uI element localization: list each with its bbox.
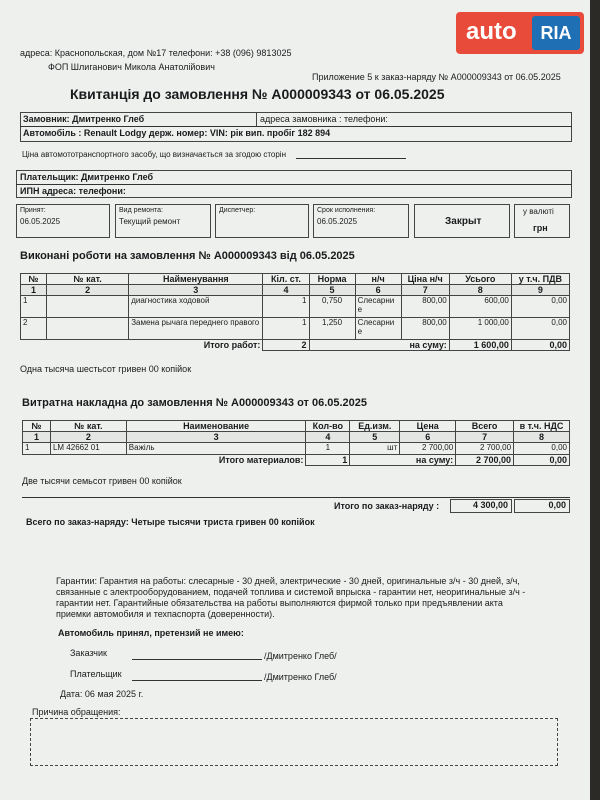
autoria-watermark (456, 12, 584, 54)
grand-total-vat: 0,00 (514, 499, 570, 513)
materials-cell-name: Важіль (126, 443, 306, 455)
works-cell-total: 600,00 (449, 296, 511, 318)
works-num: 4 (263, 285, 309, 296)
appendix-note: Приложение 5 к заказ-наряду № А000009343 от 06.05.2025 (312, 72, 561, 82)
currency-value: грн (533, 223, 548, 233)
works-num: 9 (511, 285, 569, 296)
works-total-row (21, 340, 570, 351)
works-cell-vat: 0,00 (511, 318, 569, 340)
document-date: Дата: 06 мая 2025 г. (60, 689, 144, 699)
works-col-qty: Кіл. ст. (263, 274, 309, 285)
payer-sign-label: Плательщик (70, 669, 122, 679)
payer-inn: ИПН адреса: телефони: (20, 186, 126, 196)
works-num: 8 (449, 285, 511, 296)
materials-header-row (23, 421, 570, 432)
payer-divider (16, 184, 572, 185)
works-cell-qty: 1 (263, 318, 309, 340)
materials-number-row (23, 432, 570, 443)
materials-col-vat: в т.ч. НДС (514, 421, 570, 432)
table-row (23, 443, 570, 455)
repair-type-value: Текущий ремонт (119, 217, 181, 226)
watermark-ria-text: RIA (532, 16, 580, 50)
works-in-words: Одна тысяча шестьсот гривен 00 копійок (20, 364, 192, 374)
payer-name: Плательщик: Дмитренко Глеб (20, 172, 154, 182)
table-row (21, 318, 570, 340)
materials-num: 7 (456, 432, 514, 443)
materials-total-label: Итого материалов: (23, 455, 306, 466)
materials-cell-price: 2 700,00 (400, 443, 456, 455)
status-value: Закрыт (445, 216, 482, 227)
works-total-qty: 2 (263, 340, 309, 351)
grand-total-sum: 4 300,00 (450, 499, 512, 513)
materials-num: 3 (126, 432, 306, 443)
works-num: 2 (47, 285, 129, 296)
status-box (414, 204, 510, 238)
materials-col-name: Наименование (126, 421, 306, 432)
materials-num: 4 (306, 432, 350, 443)
materials-table (22, 420, 570, 466)
materials-num: 2 (50, 432, 126, 443)
materials-cell-total: 2 700,00 (456, 443, 514, 455)
grand-divider (22, 497, 570, 498)
table-row (21, 296, 570, 318)
works-cell-price: 800,00 (401, 296, 449, 318)
works-col-total: Усього (449, 274, 511, 285)
materials-num: 1 (23, 432, 51, 443)
customer-sign-label: Заказчик (70, 648, 107, 658)
works-num: 3 (129, 285, 263, 296)
dispatcher-label: Диспетчер: (219, 207, 256, 214)
works-sum: 1 600,00 (449, 340, 511, 351)
repair-type-box (115, 204, 211, 238)
accepted-label: Принят: (20, 207, 46, 214)
works-cell-total: 1 000,00 (449, 318, 511, 340)
works-cell-qty: 1 (263, 296, 309, 318)
dispatcher-box (215, 204, 309, 238)
materials-total-qty: 1 (306, 455, 350, 466)
works-col-cat: № кат. (47, 274, 129, 285)
works-num: 5 (309, 285, 355, 296)
grand-in-words: Всего по заказ-наряду: Четыре тысячи триста гривен 00 копійок (26, 517, 315, 527)
warranty-line-1: Гарантии: Гарантия на работы: слесарные - 30 дней, электрические - 30 дней, оригинальные з/ч - 30 дней, з/ч, (56, 576, 520, 586)
works-col-nh: н/ч (355, 274, 401, 285)
price-line (296, 158, 406, 159)
deadline-box (313, 204, 409, 238)
works-cell-name: Замена рычага переднего правого (129, 318, 263, 340)
works-num: 6 (355, 285, 401, 296)
repair-type-label: Вид ремонта: (119, 207, 163, 214)
car-info: Автомобіль : Renault Lodgy держ. номер: VIN: рік вип. пробіг 182 894 (23, 128, 331, 138)
works-cell-nh: Слесарни е (355, 296, 401, 318)
materials-num: 6 (400, 432, 456, 443)
customer-divider (20, 126, 572, 127)
materials-num: 8 (514, 432, 570, 443)
works-col-norm: Норма (309, 274, 355, 285)
page-title: Квитанція до замовлення № А000009343 от 06.05.2025 (70, 86, 445, 102)
works-col-vat: у т.ч. ПДВ (511, 274, 569, 285)
deadline-value: 06.05.2025 (317, 217, 358, 226)
works-cell-cat (47, 318, 129, 340)
currency-label: у валюті (523, 207, 554, 216)
customer-vertical (256, 112, 257, 126)
works-header-row (21, 274, 570, 285)
works-cell-n: 1 (21, 296, 47, 318)
works-col-name: Найменування (129, 274, 263, 285)
works-total-label: Итого работ: (21, 340, 263, 351)
works-cell-norm: 0,750 (309, 296, 355, 318)
customer-sign-line (132, 659, 262, 660)
materials-col-total: Всего (456, 421, 514, 432)
works-cell-n: 2 (21, 318, 47, 340)
materials-num: 5 (350, 432, 400, 443)
materials-cell-unit: шт (350, 443, 400, 455)
company-address: адреса: Краснопольская, дом №17 телефони: +38 (096) 9813025 (20, 48, 292, 58)
payer-sign-line (132, 680, 262, 681)
works-cell-cat (47, 296, 129, 318)
watermark-auto-text: auto (466, 18, 517, 45)
warranty-line-2: связанные с электрооборудованием, подачей топлива и системой впрыска - гарантии нет, неоригинальные з/ч - (56, 587, 526, 597)
grand-total-label: Итого по заказ-наряду : (334, 501, 440, 511)
materials-cell-qty: 1 (306, 443, 350, 455)
reason-box (30, 718, 558, 766)
works-sum-label: на суму: (309, 340, 449, 351)
works-cell-name: диагностика ходовой (129, 296, 263, 318)
accepted-box (16, 204, 110, 238)
accepted-statement: Автомобиль принял, претензий не имею: (58, 628, 244, 638)
accepted-value: 06.05.2025 (20, 217, 61, 226)
works-sum-vat: 0,00 (511, 340, 569, 351)
materials-col-qty: Кол-во (306, 421, 350, 432)
company-name: ФОП Шлиганович Микола Анатолійович (48, 62, 215, 72)
works-cell-vat: 0,00 (511, 296, 569, 318)
materials-sum-vat: 0,00 (514, 455, 570, 466)
customer-name: Замовник: Дмитренко Глеб (23, 114, 145, 124)
materials-sum: 2 700,00 (456, 455, 514, 466)
price-note: Ціна автомототранспортного засобу, що визначається за згодою сторін (22, 150, 286, 159)
materials-sum-label: на суму: (350, 455, 456, 466)
materials-col-price: Цена (400, 421, 456, 432)
materials-col-n: № (23, 421, 51, 432)
works-cell-nh: Слесарни е (355, 318, 401, 340)
payer-sign-name: /Дмитренко Глеб/ (264, 672, 337, 682)
materials-col-unit: Ед.изм. (350, 421, 400, 432)
materials-col-cat: № кат. (50, 421, 126, 432)
works-col-n: № (21, 274, 47, 285)
warranty-line-4: приемки автомобиля и техпаспорта (доверенности). (56, 609, 275, 619)
works-col-price: Ціна н/ч (401, 274, 449, 285)
works-cell-price: 800,00 (401, 318, 449, 340)
materials-in-words: Две тысячи семьсот гривен 00 копійок (22, 476, 182, 486)
materials-total-row (23, 455, 570, 466)
works-number-row (21, 285, 570, 296)
warranty-line-3: гарантии нет. Гарантийные обязательства на работы выполняются фирмой только при предъявлении акта (56, 598, 503, 608)
works-title: Виконані роботи на замовлення № А000009343 від 06.05.2025 (20, 250, 355, 262)
works-cell-norm: 1,250 (309, 318, 355, 340)
works-num: 7 (401, 285, 449, 296)
materials-cell-cat: LM 42662 01 (50, 443, 126, 455)
works-table (20, 273, 570, 351)
reason-label: Причина обращения: (32, 707, 121, 717)
deadline-label: Срок исполнения: (317, 207, 376, 214)
materials-cell-n: 1 (23, 443, 51, 455)
works-num: 1 (21, 285, 47, 296)
customer-sign-name: /Дмитренко Глеб/ (264, 651, 337, 661)
materials-cell-vat: 0,00 (514, 443, 570, 455)
customer-address: адреса замовника : телефони: (260, 114, 388, 124)
currency-box (514, 204, 570, 238)
materials-title: Витратна накладна до замовлення № А000009343 от 06.05.2025 (22, 397, 368, 409)
